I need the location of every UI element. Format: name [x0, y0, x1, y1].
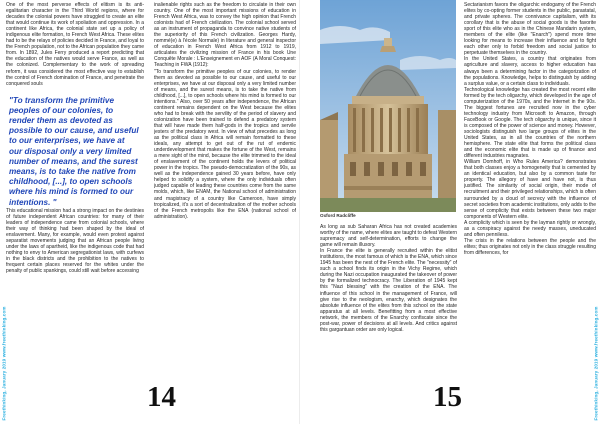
- paragraph: In the United States, a country that originates from agriculture and slavery, access to higher education has always been a determining factor in the categorization of the populations. Knowledge, helps to distinguish by adding a surplus value, or a certain class to individuals.: [464, 56, 596, 87]
- page-number-right: 15: [433, 381, 462, 413]
- paragraph: This educational mission had a strong impact on the destinies of future independent African countries: for many of their leaders of independence came from colonial schools, where their way of thinking had been shaped by the ideal of enslavement. Many, for example, would even protest against separatist movements judging that an African people living under the laws of apartheid, like the indigenous code that had nothing to envy to American segregationist laws, with curfews in the black districts and the prohibition to the natives to frequent certain places reserved for the whites under the penalty of public spankings, could still wait before accessing: [6, 207, 144, 275]
- paragraph: The crisis in the relations between the people and the elites; thus originates not only in the class struggle resulting from differences, for: [464, 237, 596, 256]
- pull-quote: "To transform the primitive peoples of our colonies, to render them as devoted as possible to our cause, and useful to our enterprises, we have at our disposal only a very limited number of means, and the surest means, is to take the native from childhood, [...], to open schools where his mind is formed to our intentions. ": [9, 95, 139, 207]
- folio-right: Freethinking, January 2019 www.freethinking.com: [593, 306, 599, 421]
- paragraph: William Domhoff, in Who Rules America? demonstrates that both classes enjoy a homogeneity that is cemented by an identical education, but also by a common taste for property. The allegory of have and have not, is thus justified. The similarity of social origin, their mode of recruitment and their privileged relationships, which is often surrounded by a cloud of secrecy with the influence of secret societies from academic institutions, only adds to the sense of complicity that exists between these two major components of Western elite.: [464, 159, 596, 220]
- left-column-1: [6, 2, 144, 400]
- left-column-2: [154, 2, 296, 400]
- paragraph: One of the most perverse effects of elitism is its anti-egalitarian character in the Third World regions, where for decades the colonial powers have struggled to create an elite that would continue its work of spoliation and oppression. In a continent like Africa, the colonial state set up a policy of indigenous elite formation, to French West Africa. These elites had to be the relays of policies decided in France, and loyal to the French population, not to the African population they came from. In 1892, Jules Ferry produced a report predicting that the education of the natives would serve France, as well as the colonized. Complementary to the work of spreading reform, it was considered the most effective way to establish the control of French domination of France, and penetrate the conquered souls: [6, 2, 144, 87]
- right-column-2: [464, 2, 596, 400]
- page-number-left: 14: [147, 381, 176, 413]
- paragraph: In France the elite is generally recruited within the elitist institutions, the most famous of which is the ENA, which since 1945 has been the nest of the French elite. The "necessity" of such a school finds its origin in the Vichy Regime, which during the Nazi occupation inaugurated the takeover of power by the formalized technocracy. The Liberation of 1945 kept this "Nazi blessing" with the creation of the ENA. The influence of this school in the management of France, will give rise to the neologism, enarchy, which designates the absolute influence of the elites from this school on the state apparatus at all levels. Benefitting from a most effective network, the members of the Enarchy confiscate since the post-war, power of decisions at all levels. And critics against this gargantuan order are only logical.: [320, 248, 457, 333]
- paragraph: As long as sub Saharan Africa has not created academies worthy of the name, where elites are taught to defeat Western supremacy and self-determination, efforts to change the game will remain illusory.: [320, 224, 457, 249]
- paragraph: "To transform the primitive peoples of our colonies, to render them as devoted as possible to our cause, and useful to our enterprises, we have at our disposal only a very limited number of means, and the surest means, is to take the native from childhood, [...], to open schools where his mind is formed to our intentions." Also, over 50 years after independence, the African continent remains dependent on the West because the elites who had to break with the servility of the period of slavery and colonization have been trained to defend a predatory system that will have made them half-gods in the tropics and servile jesters of the predatory west. In view of what precedes as long as the political class in Africa will remain formatted to these ideals, any attempt to get out of the rut of endemic underdevelopment that makes the fortune of the West, remains a mere sight of the mind, because the elite trimmed to the ideal of enslavement of the continent holds the levers of political power in the tropics. The pseudo-democratization of the 90s, as well as the independence gained 30 years before, have only helped to solidify a system, where the only individuals often judged capable of leading these countries come from the same molds, which, like ENAM, the National school of administration and magistracy of a country like Cameroon, have simply tropicalized, it's a sort of decentralization of the mother schools of the French metropolis like the ENA (national school of administration).: [154, 68, 296, 220]
- paragraph: A complicity which is seen by the layman rightly or wrongly, as a conspiracy against the needy masses, uneducated and often penniless.: [464, 219, 596, 238]
- radcliffe-camera-photo: [320, 0, 456, 212]
- paragraph: Sectarianism favors the oligarchic endogamy of the French elites by co-opting former students in the public, parastatal, and private spheres. The connivance capitalism, with its corollary that is the abuse of social goods is the favorite sport of this elite who as in the Chinese Mandarin system, members of the elite (like "Enarch") spend more time looking for means to increase their influence and to fight each other only to forbid freedom and social justice to perpetuate themselves in the country.: [464, 2, 596, 57]
- paragraph: inalienable rights such as the freedom to circulate in their own country. One of the most important missions of education in French West Africa, was to convey the high opinion that French colonists had of French civilization. The colonial school served as an instrument of propaganda to convince native students of the superiority of this French civilization. Georges Hardy, nommé(e) à l'école Normale) in literature and general inspector of education in French West Africa from 1912 to 1919, articulates the civilizing mission of France in his book Une Conquête Morale : L'Enseignement en AOF (A Moral Conquest: Teaching in FWA (1912):: [154, 2, 296, 69]
- photo-illustration: [320, 0, 456, 212]
- folio-left: Freethinking, January 2019 www.freethinking.com: [1, 306, 7, 421]
- right-column-1: [320, 224, 457, 400]
- paragraph: Technological knowledge has created the most recent elite formed by the tech oligarchy, which developed in the age of computerization of the 1970s, and the Internet in the 90s. The biggest fortunes are recruited now in the cyber technology industry from Microsoft to Amazon, through FaceBook or Google. The tech oligarchy is unique, since it is composed of the power of science and money. However, sociologists distinguish two large groups of elites in the United States, as in all the countries of the northern hemisphere. The state elite that forms the political class and the economic elite that is made up of finance and different industries magnates.: [464, 86, 596, 160]
- photo-caption: Oxford Radcliffe: [320, 213, 356, 218]
